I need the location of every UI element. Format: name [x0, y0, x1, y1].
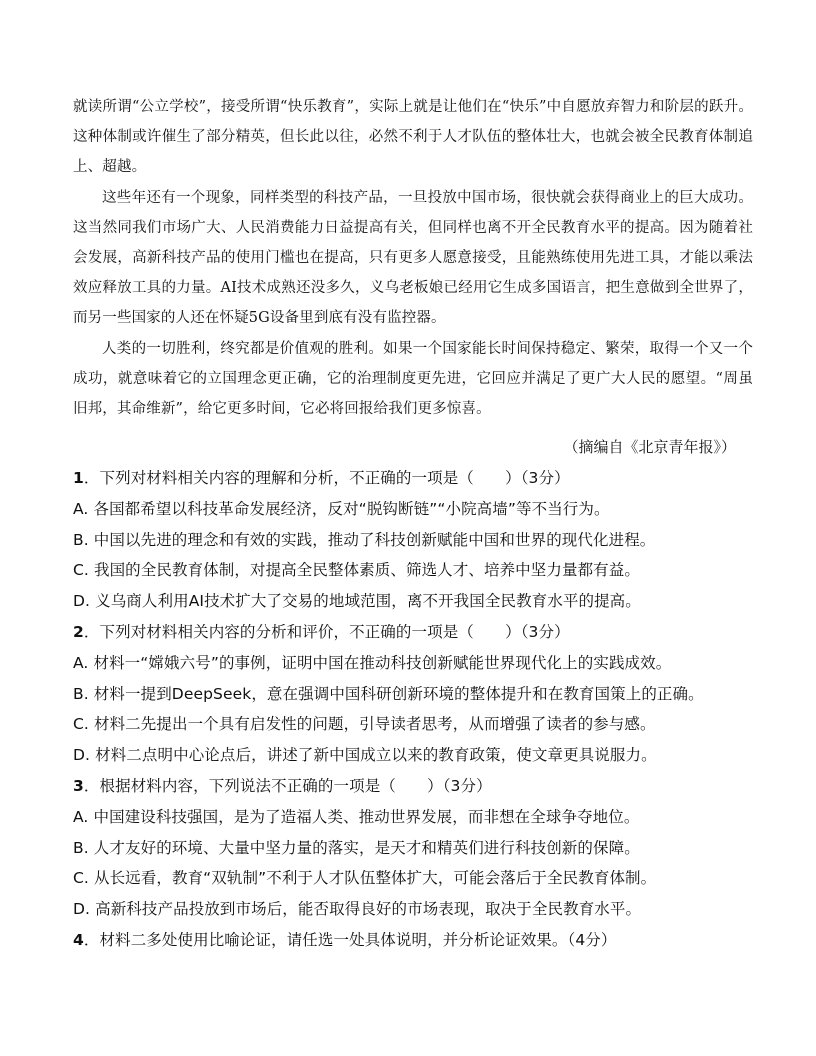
question-2-option-d: D. 材料二点明中心论点后，讲述了新中国成立以来的教育政策，使文章更具说服力。 — [73, 746, 657, 765]
passage-source: （摘编自《北京青年报》） — [563, 438, 736, 456]
question-1-option-d: D. 义乌商人利用AI技术扩大了交易的地域范围，离不开我国全民教育水平的提高。 — [73, 592, 641, 611]
question-number: 1 — [73, 469, 84, 487]
passage-paragraph-1-continued: 就读所谓“公立学校”，接受所谓“快乐教育”，实际上就是让他们在“快乐”中自愿放弃智力和阶层的跃升。这种体制或许催生了部分精英，但长此以往，必然不利于人才队伍的整体壮大，也就会被全民教育体制追上、超越。 — [73, 99, 753, 176]
question-2-stem — [73, 617, 763, 648]
question-3-option-b: B. 人才友好的环境、大量中坚力量的落实，是天才和精英们进行科技创新的保障。 — [73, 838, 640, 857]
question-2-option-a: A. 材料一“嫦娥六号”的事例，证明中国在推动科技创新赋能世界现代化上的实践成效。 — [73, 653, 672, 672]
question-3-option-c: C. 从长远看，教育“双轨制”不利于人才队伍整体扩大，可能会落后于全民教育体制。 — [73, 869, 657, 888]
question-number: 2 — [73, 622, 84, 641]
question-text: ．下列对材料相关内容的分析和评价，不正确的一项是（ ）（3分） — [83, 622, 570, 641]
reading-passage — [73, 92, 753, 424]
question-3-option-a: A. 中国建设科技强国，是为了造福人类、推动世界发展，而非想在全球争夺地位。 — [73, 807, 640, 826]
question-1-option-a: A. 各国都希望以科技革命发展经济，反对“脱钩断链”“小院高墙”等不当行为。 — [73, 499, 610, 518]
passage-paragraph-3: 人类的一切胜利，终究都是价值观的胜利。如果一个国家能长时间保持稳定、繁荣，取得一个又一个成功，就意味着它的立国理念更正确，它的治理制度更先进，它回应并满足了更广大人民的愿望。“周虽旧邦，其命维新”，给它更多时间，它必将回报给我们更多惊喜。 — [73, 340, 753, 418]
question-1-stem — [73, 463, 763, 494]
question-3-stem — [73, 771, 763, 802]
question-3-option-d: D. 高新科技产品投放到市场后，能否取得良好的市场表现，取决于全民教育水平。 — [73, 900, 642, 919]
question-1-option-c: C. 我国的全民教育体制，对提高全民整体素质、筛选人才、培养中坚力量都有益。 — [73, 561, 640, 580]
passage-paragraph-2: 这些年还有一个现象，同样类型的科技产品，一旦投放中国市场，很快就会获得商业上的巨大成功。这当然同我们市场广大、人民消费能力日益提高有关，但同样也离不开全民教育水平的提高。因为随着社会发展，高新科技产品的使用门槛也在提高，只有更多人愿意接受，且能熟练使用先进工具，才能以乘法效应释放工具的力量。AI技术成熟还没多久，义乌老板娘已经用它生成多国语言，把生意做到全世界了，而另一些国家的人还在怀疑5G设备里到底有没有监控器。 — [73, 189, 753, 327]
question-text: ．材料二多处使用比喻论证，请任选一处具体说明，并分析论证效果。（4分） — [83, 930, 617, 949]
question-2-option-b: B. 材料一提到DeepSeek，意在强调中国科研创新环境的整体提升和在教育国策上的正确。 — [73, 684, 704, 703]
question-2-option-c: C. 材料二先提出一个具有启发性的问题，引导读者思考，从而增强了读者的参与感。 — [73, 715, 656, 734]
question-text: ．根据材料内容，下列说法不正确的一项是（ ）（3分） — [83, 776, 492, 795]
question-1-option-b: B. 中国以先进的理念和有效的实践，推动了科技创新赋能中国和世界的现代化进程。 — [73, 530, 656, 549]
question-4-stem — [73, 925, 763, 956]
question-text: ．下列对材料相关内容的理解和分析，不正确的一项是（ ）（3分） — [83, 469, 570, 487]
question-number: 4 — [73, 930, 84, 949]
question-list — [73, 463, 763, 956]
question-number: 3 — [73, 776, 84, 795]
